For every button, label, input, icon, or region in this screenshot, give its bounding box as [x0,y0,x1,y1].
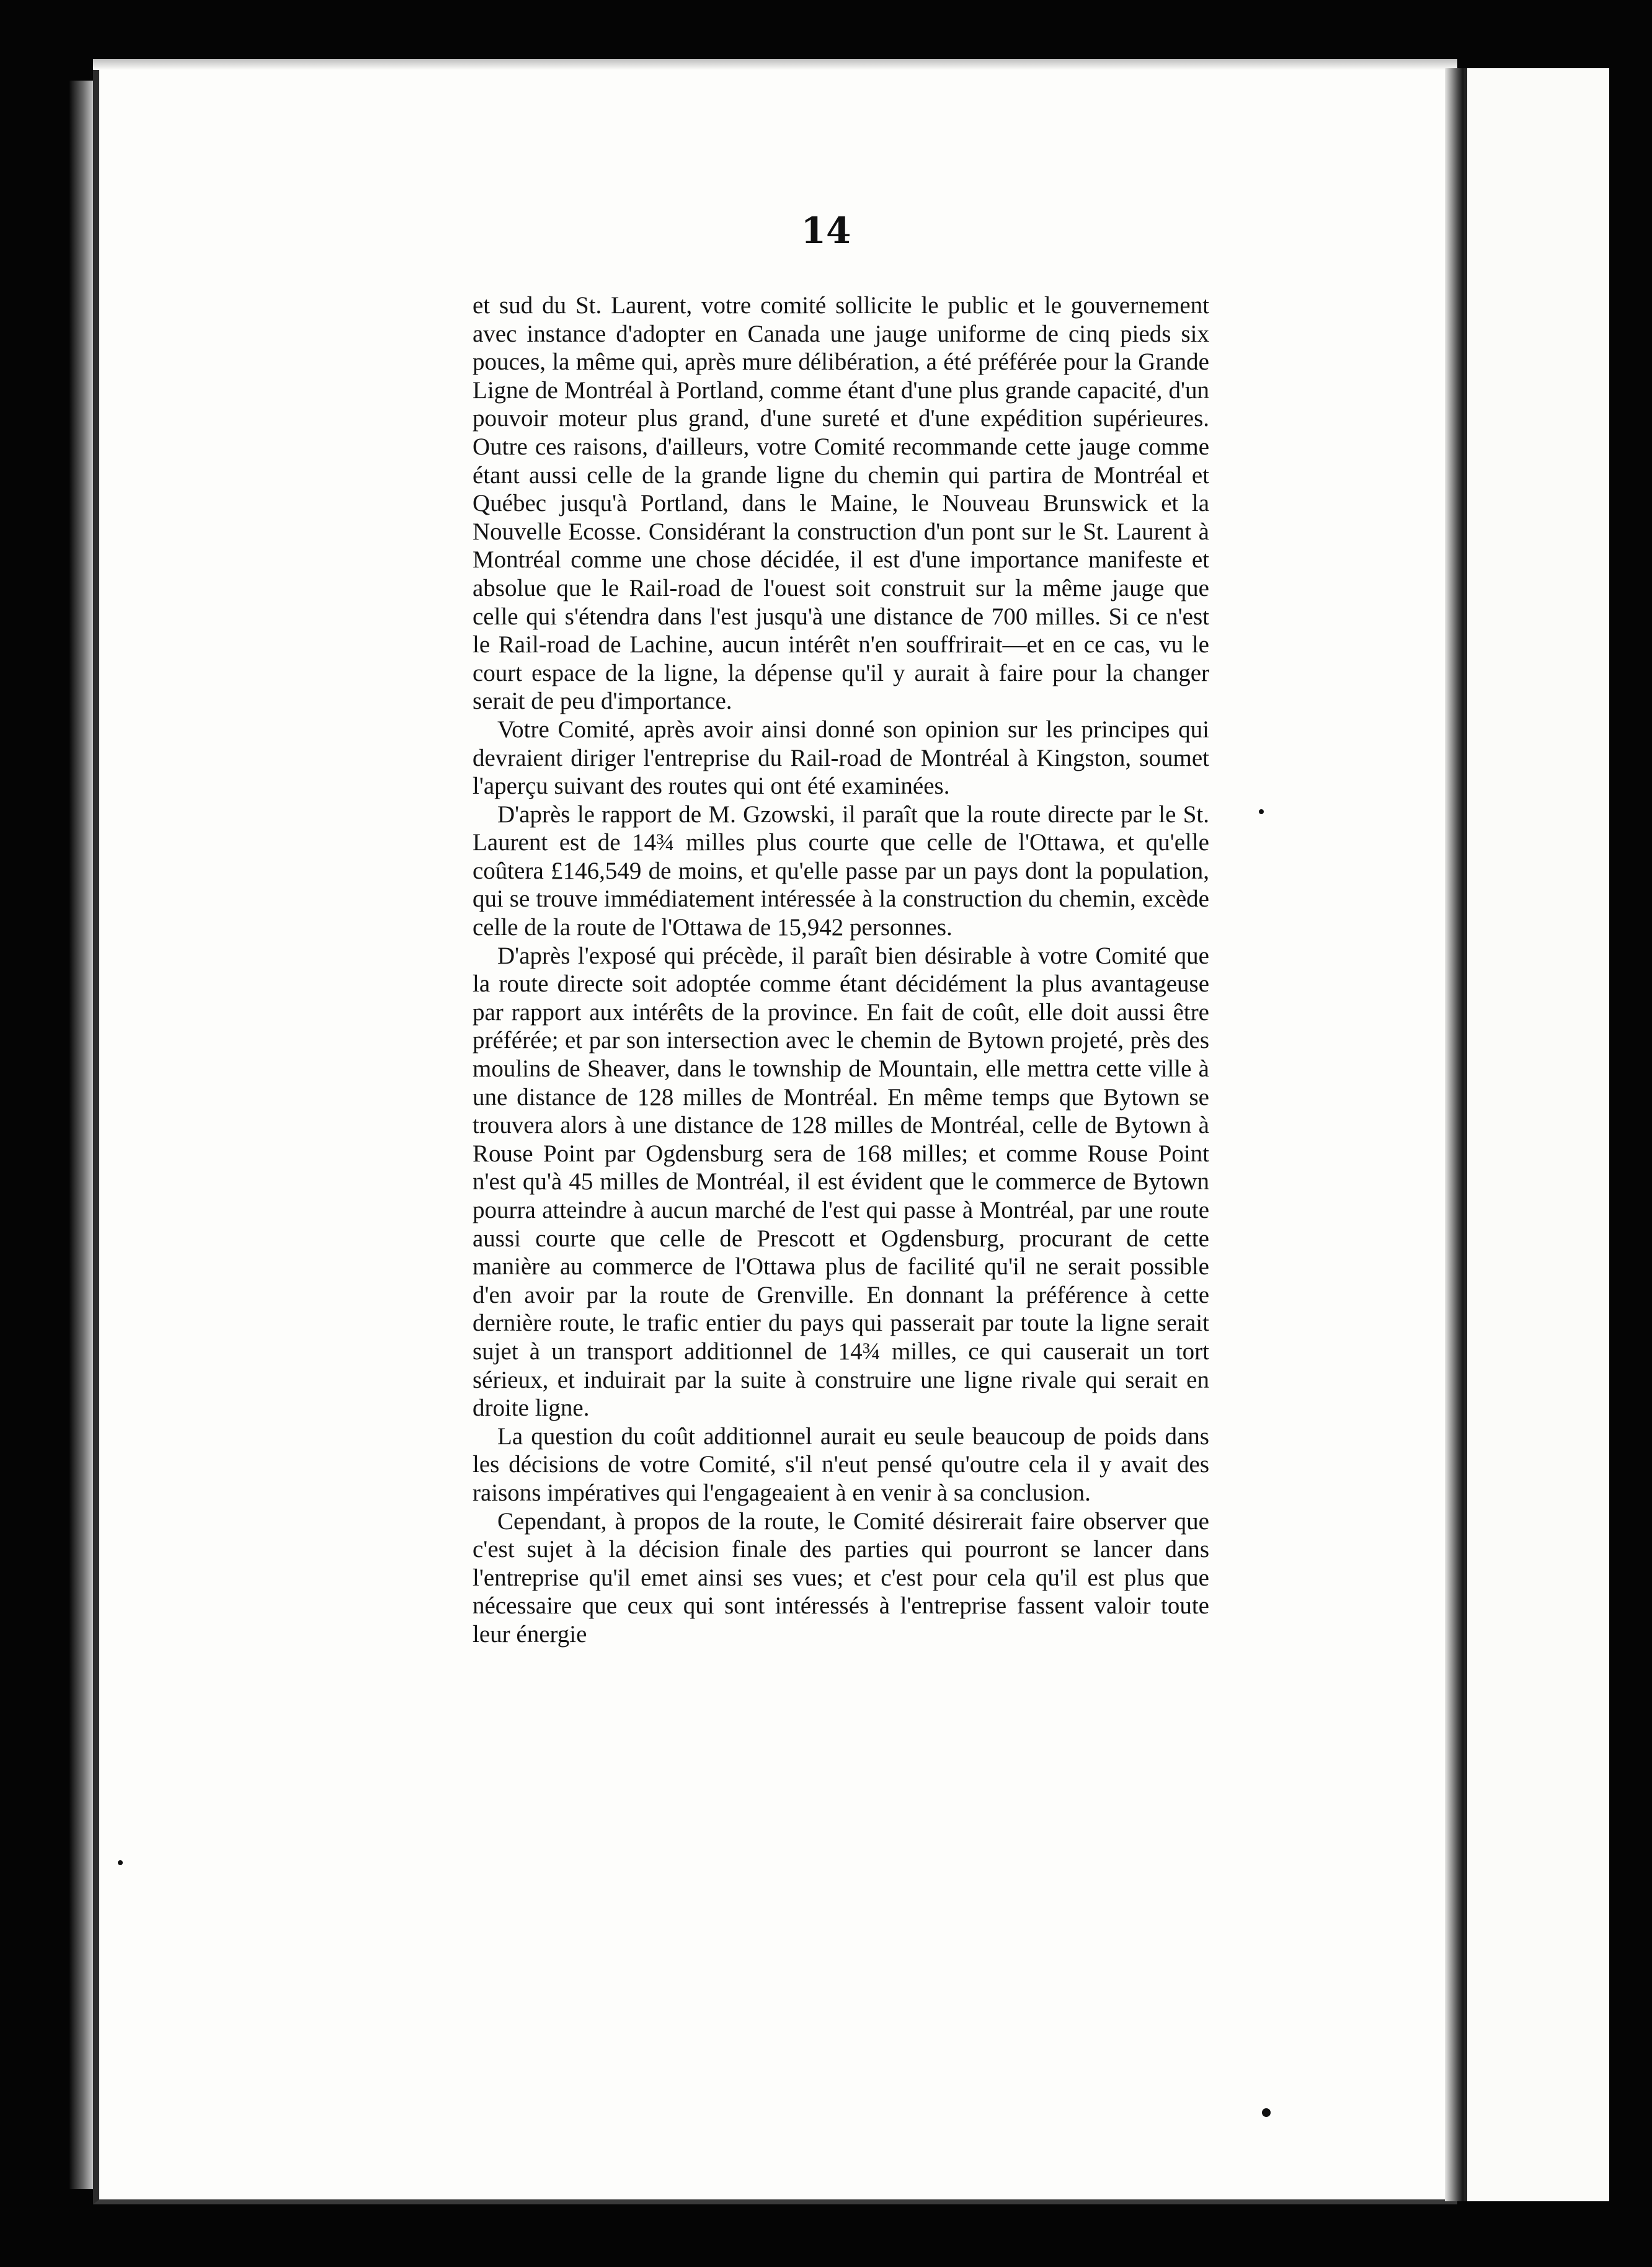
paragraph: La question du coût additionnel aurait eu seule beaucoup de poids dans les décisions de votre Comité, s'il n'eut pensé qu'outre cela il y avait des raisons impératives qui l'engageaient à en venir à sa conclusion. [473,1422,1209,1506]
body-text [473,291,1209,1649]
paragraph: D'après le rapport de M. Gzowski, il paraît que la route directe par le St. Laurent est de 14¾ milles plus courte que celle de l'Ottawa, et qu'elle coûtera £146,549 de moins, et qu'elle passe par un pays dont la population, qui se trouve immédiatement intéressée à la construction du chemin, excède celle de la route de l'Ottawa de 15,942 personnes. [473,801,1209,941]
binding-edge [69,81,94,2189]
page-number: 14 [801,210,851,252]
paragraph: Votre Comité, après avoir ainsi donné son opinion sur les principes qui devraient diriger l'entreprise du Rail-road de Montréal à Kingston, soumet l'aperçu suivant des routes qui ont été examinées. [473,716,1209,800]
adjacent-page [1463,68,1609,2201]
paragraph: et sud du St. Laurent, votre comité sollicite le public et le gouvernement avec instance d'adopter en Canada une jauge uniforme de cinq pieds six pouces, la même qui, après mure délibération, a été préférée pour la Grande Ligne de Montréal à Portland, comme étant d'une plus grande capacité, d'un pouvoir moteur plus grand, d'une sureté et d'une expédition supérieures. Outre ces raisons, d'ailleurs, votre Comité recommande cette jauge comme étant aussi celle de la grande ligne du chemin qui partira de Montréal et Québec jusqu'à Portland, dans le Maine, le Nouveau Brunswick et la Nouvelle Ecosse. Considérant la construction d'un pont sur le St. Laurent à Montréal comme une chose décidée, il est d'une importance manifeste et absolue que le Rail-road de l'ouest soit construit sur la même jauge que celle qui s'étendra dans l'est jusqu'à une distance de 700 milles. Si ce n'est le Rail-road de Lachine, aucun intérêt n'en souffrirait—et en ce cas, vu le court espace de la ligne, la dépense qu'il y aurait à faire pour la changer serait de peu d'importance. [473,292,1209,715]
page-top-edge [93,59,1457,70]
ink-speck [1262,2108,1271,2117]
ink-speck [1259,809,1264,814]
page-fold-shadow [1445,68,1463,2201]
paragraph: D'après l'exposé qui précède, il paraît bien désirable à votre Comité que la route directe soit adoptée comme étant décidément la plus avantageuse par rapport aux intérêts de la province. En fait de coût, elle doit aussi être préférée; et par son intersection avec le chemin de Bytown projeté, près des moulins de Sheaver, dans le township de Mountain, elle mettra cette ville à une distance de 128 milles de Montréal. En même temps que Bytown se trouvera alors à une distance de 128 milles de Montréal, celle de Bytown à Rouse Point par Ogdensburg sera de 168 milles; et comme Rouse Point n'est qu'à 45 milles de Montréal, il est évident que le commerce de Bytown pourra atteindre à aucun marché de l'est qui passe à Montréal, par une route aussi courte que celle de Prescott et Ogdensburg, procurant de cette manière au commerce de l'Ottawa plus de facilité qu'il ne serait possible d'en avoir par la route de Grenville. En donnant la préférence à cette dernière route, le trafic entier du pays qui passerait par toute la ligne serait sujet à un transport additionnel de 14¾ milles, ce qui causerait un tort sérieux, et induirait par la suite à construire une ligne rivale qui serait en droite ligne. [473,942,1209,1422]
paragraph: Cependant, à propos de la route, le Comité désirerait faire observer que c'est sujet à la décision finale des parties qui pourront se lancer dans l'entreprise qu'il emet ainsi ses vues; et c'est pour cela qu'il est plus que nécessaire que ceux qui sont intéressés à l'entreprise fassent valoir toute leur énergie [473,1507,1209,1648]
ink-speck [118,1860,123,1865]
